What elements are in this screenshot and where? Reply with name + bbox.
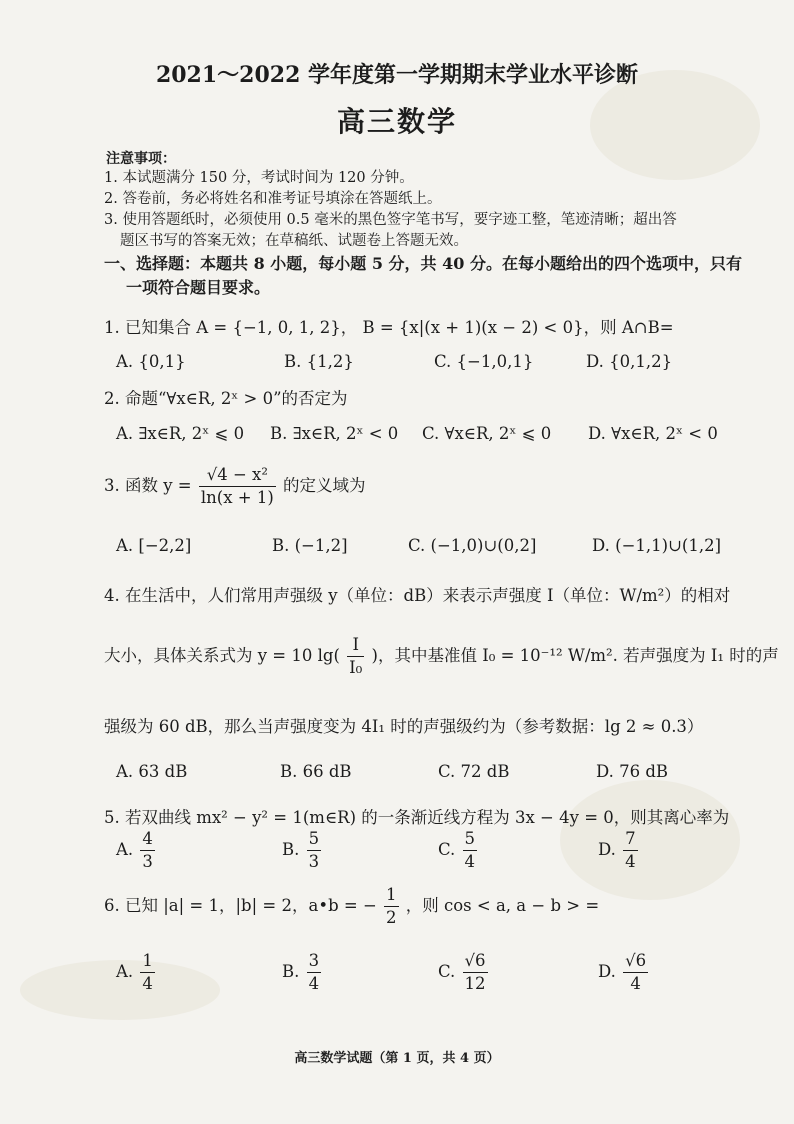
section-heading: 一、选择题：本题共 8 小题，每小题 5 分，共 40 分。在每小题给出的四个选项中，只有 [104, 254, 742, 273]
option-fraction [623, 828, 638, 873]
exam-title: 2021～2022 学年度第一学期期末学业水平诊断 [155, 62, 639, 88]
question-4-line-2 [104, 634, 784, 679]
option-a [116, 950, 157, 995]
fraction-denominator: 4 [464, 852, 476, 871]
question-5-options [116, 828, 756, 878]
question-5: 5. 若双曲线 mx² − y² = 1(m∈R) 的一条渐近线方程为 3x − 4y = 0，则其离心率为 [104, 808, 730, 827]
fraction-numerator: 7 [623, 828, 638, 851]
option-label: B. [282, 962, 300, 981]
option-label: D. [598, 840, 616, 859]
question-6 [104, 884, 784, 929]
question-1: 1. 已知集合 A = {−1, 0, 1, 2}， B = {x|(x + 1)(x − 2) < 0}，则 A∩B= [104, 318, 674, 337]
option-label: A. [116, 962, 134, 981]
question-4-formula-prefix: 大小，具体关系式为 y = 10 lg( [104, 646, 340, 665]
option-label: D. [598, 962, 616, 981]
fraction-numerator: √6 [623, 950, 648, 973]
option-a: A. [−2,2] [116, 536, 192, 555]
option-c: C. 72 dB [438, 762, 510, 781]
question-4-line-3: 强级为 60 dB，那么当声强度变为 4I₁ 时的声强级约为（参考数据：lg 2 ≈ 0.3） [104, 717, 704, 736]
option-c [438, 828, 479, 873]
fraction-denominator: 3 [142, 852, 153, 871]
notice-item: 题区书写的答案无效；在草稿纸、试题卷上答题无效。 [120, 233, 468, 249]
option-b [282, 950, 323, 995]
option-d [598, 950, 650, 995]
notice-item: 3. 使用答题纸时，必须使用 0.5 毫米的黑色签字笔书写，要字迹工整，笔迹清晰；超出答 [104, 212, 677, 228]
fraction-denominator: 4 [142, 974, 153, 993]
question-4-options [116, 762, 756, 802]
option-b [282, 828, 323, 873]
option-c: C. ∀x∈R, 2ˣ ⩽ 0 [422, 424, 552, 443]
option-d [598, 828, 640, 873]
notice-item: 2. 答卷前，务必将姓名和准考证号填涂在答题纸上。 [104, 191, 442, 207]
option-fraction [463, 828, 478, 873]
fraction-denominator: I₀ [349, 658, 363, 677]
fraction-numerator: 5 [307, 828, 322, 851]
option-b: B. {1,2} [284, 352, 354, 371]
option-d: D. {0,1,2} [586, 352, 673, 371]
option-label: C. [438, 962, 456, 981]
option-d: D. (−1,1)∪(1,2] [592, 536, 722, 555]
option-label: B. [282, 840, 300, 859]
question-3-options [116, 536, 756, 576]
subject-title: 高三数学 [336, 105, 457, 138]
question-3 [104, 464, 784, 509]
option-label: C. [438, 840, 456, 859]
option-fraction [140, 828, 155, 873]
domain-fraction [199, 464, 276, 509]
intensity-fraction [347, 634, 364, 679]
dot-product-fraction [384, 884, 399, 929]
option-c: C. (−1,0)∪(0,2] [408, 536, 537, 555]
question-4-formula-suffix: )，其中基准值 I₀ = 10⁻¹² W/m². 若声强度为 I₁ 时的声 [371, 646, 779, 665]
option-b: B. 66 dB [280, 762, 352, 781]
section-heading-cont: 一项符合题目要求。 [126, 278, 271, 297]
fraction-numerator: 1 [140, 950, 155, 973]
option-d: D. ∀x∈R, 2ˣ < 0 [588, 424, 718, 443]
option-b: B. ∃x∈R, 2ˣ < 0 [270, 424, 399, 443]
option-a: A. ∃x∈R, 2ˣ ⩽ 0 [116, 424, 245, 443]
option-fraction [623, 950, 648, 995]
fraction-denominator: 4 [630, 974, 641, 993]
fraction-denominator: 3 [308, 852, 320, 871]
option-fraction [463, 950, 488, 995]
option-d: D. 76 dB [596, 762, 669, 781]
option-b: B. (−1,2] [272, 536, 348, 555]
question-6-suffix: ，则 cos < a, a − b > = [405, 896, 600, 915]
question-3-prefix: 3. 函数 y = [104, 476, 192, 495]
option-c [438, 950, 490, 995]
option-fraction [140, 950, 155, 995]
fraction-denominator: ln(x + 1) [200, 488, 274, 507]
fraction-denominator: 4 [308, 974, 320, 993]
fraction-numerator: 5 [463, 828, 478, 851]
fraction-denominator: 4 [625, 852, 636, 871]
option-c: C. {−1,0,1} [434, 352, 534, 371]
fraction-denominator: 2 [386, 908, 397, 927]
option-fraction [307, 828, 322, 873]
question-2-options [116, 424, 756, 464]
page-footer: 高三数学试题（第 1 页，共 4 页） [294, 1051, 500, 1066]
question-3-suffix: 的定义域为 [283, 476, 366, 495]
option-fraction [307, 950, 322, 995]
fraction-numerator: 4 [140, 828, 155, 851]
fraction-denominator: 12 [464, 974, 486, 993]
fraction-numerator: √4 − x² [199, 464, 276, 487]
option-a [116, 828, 157, 873]
question-6-prefix: 6. 已知 |a| = 1，|b| = 2，a•b = − [104, 896, 377, 915]
question-2: 2. 命题“∀x∈R, 2ˣ > 0”的否定为 [104, 389, 348, 408]
notice-heading: 注意事项： [106, 151, 176, 167]
fraction-numerator: I [347, 634, 364, 657]
notice-item: 1. 本试题满分 150 分，考试时间为 120 分钟。 [104, 170, 414, 186]
option-a: A. 63 dB [116, 762, 188, 781]
fraction-numerator: √6 [463, 950, 488, 973]
option-a: A. {0,1} [116, 352, 186, 371]
question-6-options [116, 950, 756, 1006]
fraction-numerator: 1 [384, 884, 399, 907]
fraction-numerator: 3 [307, 950, 322, 973]
option-label: A. [116, 840, 134, 859]
question-4-line-1: 4. 在生活中，人们常用声强级 y（单位：dB）来表示声强度 I（单位：W/m²）的相对 [104, 586, 731, 605]
